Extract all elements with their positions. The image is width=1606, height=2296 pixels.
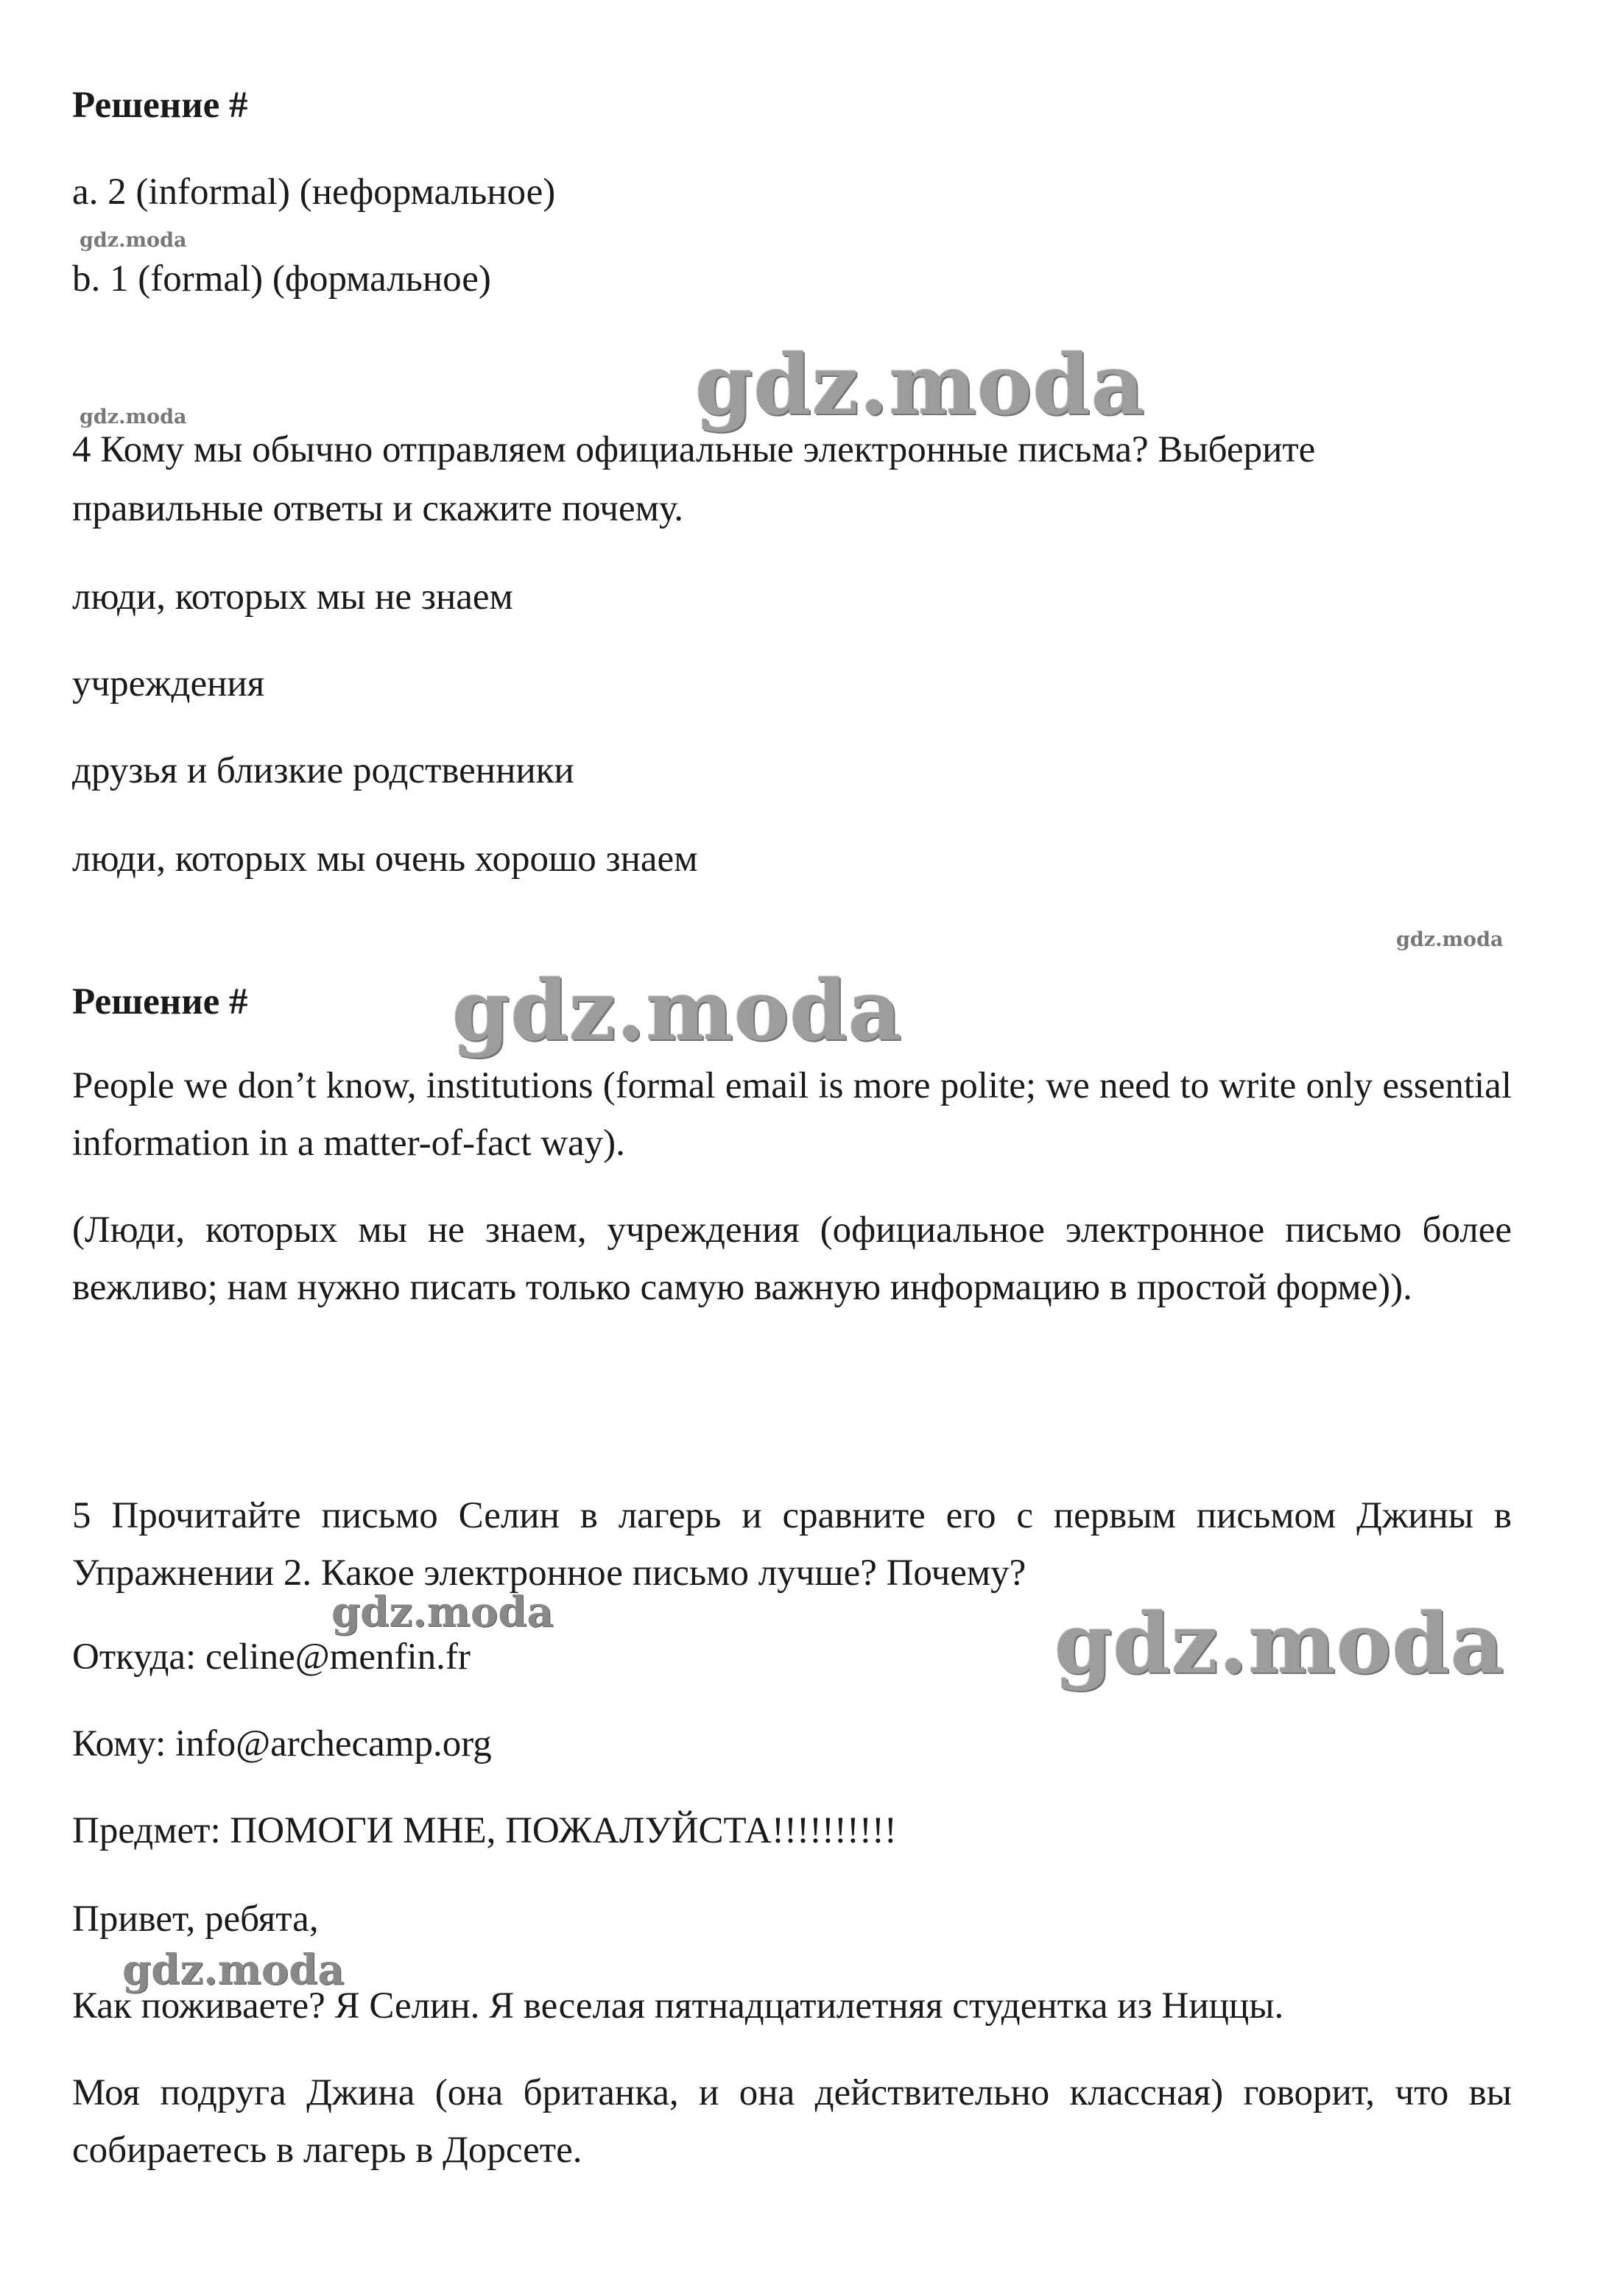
solution-heading-2: Решение #	[72, 981, 248, 1022]
solution-answer-en: People we don’t know, institutions (formal email is more polite; we need to write only essential information in a matter-of-fact way).	[72, 1065, 1512, 1164]
task4-option-3: друзья и близкие родственники	[72, 750, 574, 791]
email-to: Кому: info@archecamp.org	[72, 1723, 492, 1765]
task5-question: 5 Прочитайте письмо Селин в лагерь и сравните его с первым письмом Джины в Упражнении 2. Какое электронное письмо лучше? Почему?	[72, 1495, 1512, 1594]
task4-option-2: учреждения	[72, 663, 265, 704]
watermark-medium: gdz.moda	[331, 1588, 554, 1636]
task4-question-line1: 4 Кому мы обычно отправляем официальные электронные письма? Выберите	[72, 429, 1316, 470]
task4-option-1: люди, которых мы не знаем	[72, 576, 513, 618]
task4-question-line2: правильные ответы и скажите почему.	[72, 488, 683, 529]
answer-b: b. 1 (formal) (формальное)	[72, 258, 491, 300]
answer-a: a. 2 (informal) (неформальное)	[72, 172, 556, 213]
email-body-1: Как поживаете? Я Селин. Я веселая пятнадцатилетняя студентка из Ниццы.	[72, 1985, 1284, 2027]
email-from: Откуда: celine@menfin.fr	[72, 1636, 471, 1678]
watermark-large: gdz.moda	[452, 963, 903, 1059]
watermark-small: gdz.moda	[80, 406, 187, 428]
watermark-large: gdz.moda	[1054, 1596, 1505, 1692]
email-subject: Предмет: ПОМОГИ МНЕ, ПОЖАЛУЙСТА!!!!!!!!!!	[72, 1810, 897, 1851]
solution-answer-ru: (Люди, которых мы не знаем, учреждения (официальное электронное письмо более вежливо; нам нужно писать только самую важную информацию в простой форме)).	[72, 1209, 1512, 1308]
solution-heading-1: Решение #	[72, 85, 248, 126]
email-greeting: Привет, ребята,	[72, 1898, 319, 1940]
watermark-large: gdz.moda	[695, 337, 1146, 434]
watermark-small: gdz.moda	[1396, 928, 1504, 951]
watermark-medium: gdz.moda	[122, 1946, 345, 1994]
task4-option-4: люди, которых мы очень хорошо знаем	[72, 838, 698, 880]
watermark-small: gdz.moda	[80, 229, 187, 252]
email-body-2: Моя подруга Джина (она британка, и она действительно классная) говорит, что вы собираетесь в лагерь в Дорсете.	[72, 2072, 1512, 2171]
